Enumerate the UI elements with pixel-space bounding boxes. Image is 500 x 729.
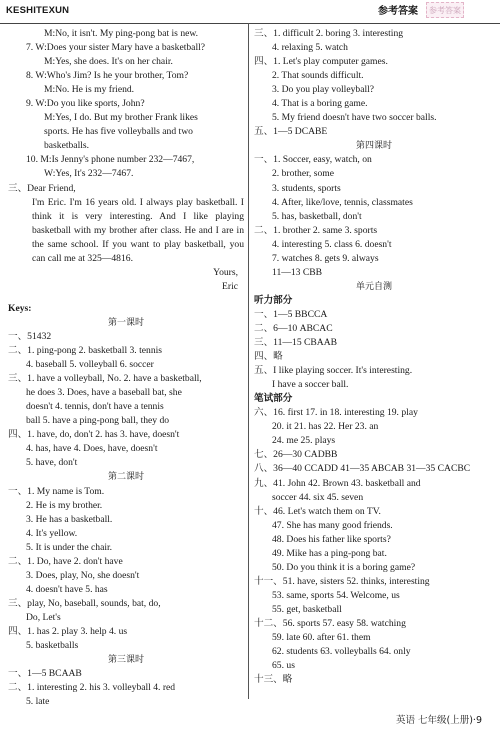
left-column-line: W:Yes, It's 232—7467.	[44, 168, 134, 180]
left-column-line: basketballs.	[44, 140, 90, 152]
left-column-line: 一、51432	[8, 330, 52, 342]
left-column-line: 4. It's yellow.	[26, 527, 78, 539]
right-column-line: 5. has, basketball, don't	[272, 210, 362, 222]
left-column-line: 二、1. ping-pong 2. basketball 3. tennis	[8, 345, 163, 357]
right-column-line: 7. watches 8. gets 9. always	[272, 252, 379, 264]
right-column-line: 49. Mike has a ping-pong bat.	[272, 547, 387, 559]
right-column-line: 十、46. Let's watch them on TV.	[254, 505, 381, 517]
left-column-line: M:Yes, she does. It's on her chair.	[44, 56, 173, 68]
left-column-line: Keys:	[8, 302, 32, 314]
right-column-line: 48. Does his father like sports?	[272, 533, 391, 545]
left-column-line: doesn't 4. tennis, don't have a tennis	[26, 401, 164, 413]
left-column-line: Do, Let's	[26, 611, 61, 623]
right-column-line: 4. interesting 5. class 6. doesn't	[272, 238, 392, 250]
right-column-line: 2. That sounds difficult.	[272, 70, 364, 82]
left-column-line: 三、1. have a volleyball, No. 2. have a basketball,	[8, 373, 202, 385]
right-column-line: 62. students 63. volleyballs 64. only	[272, 646, 411, 658]
left-column-line: ball 5. have a ping-pong ball, they do	[26, 415, 170, 427]
left-column-line: 三、play, No, baseball, sounds, bat, do,	[8, 597, 161, 609]
right-column-line: 七、26—30 CADBB	[254, 449, 338, 461]
left-column-line: sports. He has five volleyballs and two	[44, 126, 193, 138]
right-answer-column	[254, 27, 494, 687]
left-column-line: 第一课时	[107, 317, 144, 328]
left-column-line: 第三课时	[107, 655, 144, 666]
right-column-line: 十三、略	[254, 674, 293, 686]
left-column-line: M:No. He is my friend.	[44, 84, 135, 96]
right-column-line: soccer 44. six 45. seven	[272, 491, 364, 503]
right-column-line: 11—13 CBB	[272, 266, 323, 278]
right-column-line: 六、16. first 17. in 18. interesting 19. play	[254, 407, 418, 419]
right-column-line: 第四课时	[355, 141, 392, 152]
left-column-line	[8, 294, 244, 302]
right-column-line: 五、I like playing soccer. It's interesting.	[254, 365, 413, 377]
right-column-line: 九、41. John 42. Brown 43. basketball and	[254, 477, 421, 489]
right-column-line: 八、36—40 CCADD 41—35 ABCAB 31—35 CACBC	[254, 463, 471, 475]
right-column-line: 十一、51. have, sisters 52. thinks, interesting	[254, 575, 430, 587]
left-column-line: 一、1—5 BCAAB	[8, 668, 82, 680]
left-column-line: 3. Does, play, No, she doesn't	[26, 569, 140, 581]
right-column-line: 65. us	[272, 660, 295, 672]
left-column-line: 4. doesn't have 5. has	[26, 583, 108, 595]
right-column-line: 三、1. difficult 2. boring 3. interesting	[254, 28, 404, 39]
left-column-line: 5. basketballs	[26, 640, 79, 652]
right-column-line: 三、11—15 CBAAB	[254, 337, 338, 349]
right-column-line: 5. My friend doesn't have two soccer balls.	[272, 112, 437, 124]
left-column-line: 二、1. Do, have 2. don't have	[8, 555, 123, 567]
right-column-line: 笔试部分	[254, 393, 293, 405]
left-column-line: M:No, it isn't. My ping-pong bat is new.	[44, 28, 199, 39]
left-column-line: 9. W:Do you like sports, John?	[26, 98, 145, 110]
left-column-line: 7. W:Does your sister Mary have a basketball?	[26, 42, 206, 54]
left-column-line: 8. W:Who's Jim? Is he your brother, Tom?	[26, 70, 189, 82]
right-column-line: 50. Do you think it is a boring game?	[272, 561, 416, 573]
right-column-line: 59. late 60. after 61. them	[272, 632, 371, 644]
right-column-line: 24. me 25. plays	[272, 435, 336, 447]
left-answer-column	[8, 27, 244, 709]
left-column-line: 一、1. My name is Tom.	[8, 485, 105, 497]
right-column-line: 一、1—5 BBCCA	[254, 308, 328, 320]
right-column-line: 二、1. brother 2. same 3. sports	[254, 224, 378, 236]
right-column-line: 四、略	[254, 351, 283, 363]
left-column-line: 4. baseball 5. volleyball 6. soccer	[26, 359, 154, 371]
page-header-title: 参考答案	[378, 6, 418, 17]
right-column-line: 55. get, basketball	[272, 603, 342, 615]
left-column-line: 四、1. have, do, don't 2. has 3. have, doesn't	[8, 429, 180, 441]
right-column-line: 4. That is a boring game.	[272, 98, 368, 110]
right-column-line: 4. After, like/love, tennis, classmates	[272, 196, 413, 208]
brand-label: KESHITEXUN	[6, 5, 70, 16]
right-column-line: 47. She has many good friends.	[272, 519, 393, 531]
right-column-line: 53. same, sports 54. Welcome, us	[272, 589, 400, 601]
left-column-line: I'm Eric. I'm 16 years old. I always play basketball. I think it is very interesting. And I like playing basketball with my brother after class. He and I are in the same school. If you want to play basketball, you can call me at 325—4816.	[32, 196, 244, 264]
header-stamp: 参考答案	[426, 2, 464, 18]
left-column-line: 第二课时	[107, 472, 144, 483]
right-column-line: 二、6—10 ABCAC	[254, 322, 333, 334]
right-column-line: 3. Do you play volleyball?	[272, 84, 375, 96]
right-column-line: I have a soccer ball.	[272, 379, 349, 391]
page-footer: 英语 七年级(上册)·9	[396, 715, 482, 726]
left-column-line: he does 3. Does, have a baseball bat, she	[26, 387, 182, 399]
left-column-line: 5. have, don't	[26, 457, 78, 469]
right-column-line: 五、1—5 DCABE	[254, 126, 328, 138]
right-column-line: 3. students, sports	[272, 182, 341, 194]
left-column-line: 5. late	[26, 696, 50, 708]
right-column-line: 20. it 21. has 22. Her 23. an	[272, 421, 379, 433]
left-column-line: 2. He is my brother.	[26, 499, 103, 511]
right-column-line: 单元自测	[355, 281, 392, 292]
left-column-line: M:Yes, I do. But my brother Frank likes	[44, 112, 198, 124]
left-column-line: 10. M:Is Jenny's phone number 232—7467,	[26, 154, 195, 166]
left-column-line: 四、1. has 2. play 3. help 4. us	[8, 625, 128, 637]
header-divider	[0, 23, 500, 24]
left-column-line: 二、1. interesting 2. his 3. volleyball 4. red	[8, 682, 176, 694]
left-column-line: 4. has, have 4. Does, have, doesn't	[26, 443, 158, 455]
right-column-line: 4. relaxing 5. watch	[272, 42, 348, 54]
left-column-line: Eric	[222, 280, 238, 292]
right-column-line: 一、1. Soccer, easy, watch, on	[254, 154, 372, 166]
right-column-line: 2. brother, some	[272, 168, 334, 180]
right-column-line: 十二、56. sports 57. easy 58. watching	[254, 617, 406, 629]
left-column-line: 5. It is under the chair.	[26, 541, 113, 553]
column-divider	[248, 23, 249, 699]
right-column-line: 听力部分	[254, 294, 293, 306]
left-column-line: 三、Dear Friend,	[8, 182, 76, 194]
left-column-line: Yours,	[213, 266, 238, 278]
left-column-line: 3. He has a basketball.	[26, 513, 113, 525]
right-column-line: 四、1. Let's play computer games.	[254, 56, 388, 68]
